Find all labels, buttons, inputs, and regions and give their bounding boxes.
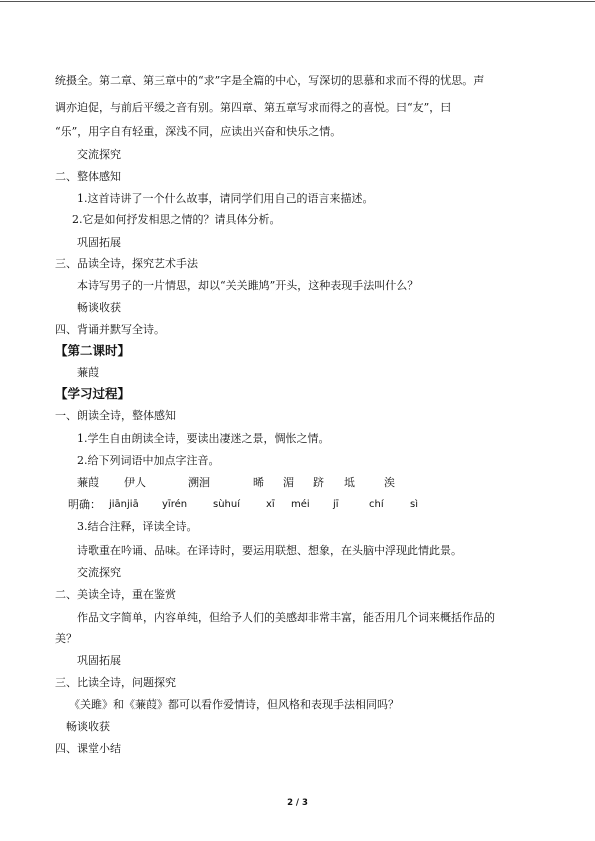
page-number: 2 / 3 bbox=[287, 798, 308, 808]
paragraph-line: 诗歌重在吟诵、品味。在译诗时，要运用联想、想象，在头脑中浮现此情此景。 bbox=[77, 544, 462, 557]
section-heading: 三、品读全诗，探究艺术手法 bbox=[55, 257, 198, 270]
process-heading: 【学习过程】 bbox=[55, 386, 131, 401]
lesson-heading: 【第二课时】 bbox=[55, 343, 131, 358]
paragraph-line: 调亦迫促，与前后平缓之音有别。第四章、第五章写求而得之的喜悦。曰“友”，曰 bbox=[55, 101, 452, 114]
paragraph-line: “乐”，用字自有轻重，深浅不同，应读出兴奋和快乐之情。 bbox=[55, 125, 342, 138]
section-heading: 一、朗读全诗，整体感知 bbox=[55, 409, 176, 422]
header-rule bbox=[0, 1, 595, 2]
paragraph-line: 本诗写男子的一片情思，却以“关关雎鸠”开头，这种表现手法叫什么？ bbox=[77, 279, 419, 292]
vocab-word: 晞 bbox=[253, 476, 264, 489]
pinyin: jiānjiā bbox=[109, 499, 139, 510]
question-item: 1.学生自由朗读全诗，要读出凄迷之景，惆怅之情。 bbox=[77, 432, 330, 445]
poem-title: 蒹葭 bbox=[77, 366, 99, 379]
vocab-word: 溯洄 bbox=[188, 476, 210, 489]
pinyin: yīrén bbox=[162, 499, 188, 510]
paragraph-line: 《关雎》和《蒹葭》都可以看作爱情诗，但风格和表现手法相同吗？ bbox=[69, 698, 399, 711]
vocab-word: 涘 bbox=[384, 476, 395, 489]
section-label: 交流探究 bbox=[77, 566, 121, 579]
section-label: 交流探究 bbox=[77, 148, 121, 161]
question-item: 2.给下列词语中加点字注音。 bbox=[77, 454, 220, 467]
answer-label: 明确： bbox=[68, 498, 101, 511]
pinyin: sùhuí bbox=[213, 499, 241, 510]
vocab-word: 坻 bbox=[344, 476, 355, 489]
paragraph-line: 作品文字简单，内容单纯，但给予人们的美感却非常丰富，能否用几个词来概括作品的 bbox=[77, 611, 495, 624]
section-heading: 四、课堂小结 bbox=[55, 742, 121, 755]
pinyin: chí bbox=[369, 499, 384, 510]
question-item: 1.这首诗讲了一个什么故事，请同学们用自己的语言来描述。 bbox=[77, 192, 374, 205]
section-heading: 四、背诵并默写全诗。 bbox=[55, 323, 165, 336]
paragraph-line: 统摄全。第二章、第三章中的“求”字是全篇的中心，写深切的思慕和求而不得的忧思。声 bbox=[55, 74, 485, 87]
vocab-word: 蒹葭 bbox=[77, 476, 99, 489]
section-heading: 二、整体感知 bbox=[55, 170, 121, 183]
section-label: 畅谈收获 bbox=[77, 301, 121, 314]
section-label: 畅谈收获 bbox=[66, 720, 110, 733]
pinyin: jī bbox=[333, 499, 339, 510]
question-item: 3.结合注释，译读全诗。 bbox=[77, 520, 198, 533]
section-label: 巩固拓展 bbox=[77, 236, 121, 249]
question-item: 2.它是如何抒发相思之情的？请具体分析。 bbox=[72, 213, 281, 226]
vocab-word: 跻 bbox=[313, 476, 324, 489]
section-heading: 三、比读全诗，问题探究 bbox=[55, 676, 176, 689]
pinyin: méi bbox=[291, 499, 310, 510]
section-label: 巩固拓展 bbox=[77, 654, 121, 667]
paragraph-line: 美？ bbox=[55, 632, 77, 645]
vocab-word: 湄 bbox=[283, 476, 294, 489]
pinyin: xī bbox=[266, 499, 275, 510]
vocab-word: 伊人 bbox=[124, 476, 146, 489]
section-heading: 二、美读全诗，重在鉴赏 bbox=[55, 588, 176, 601]
pinyin: sì bbox=[410, 499, 418, 510]
